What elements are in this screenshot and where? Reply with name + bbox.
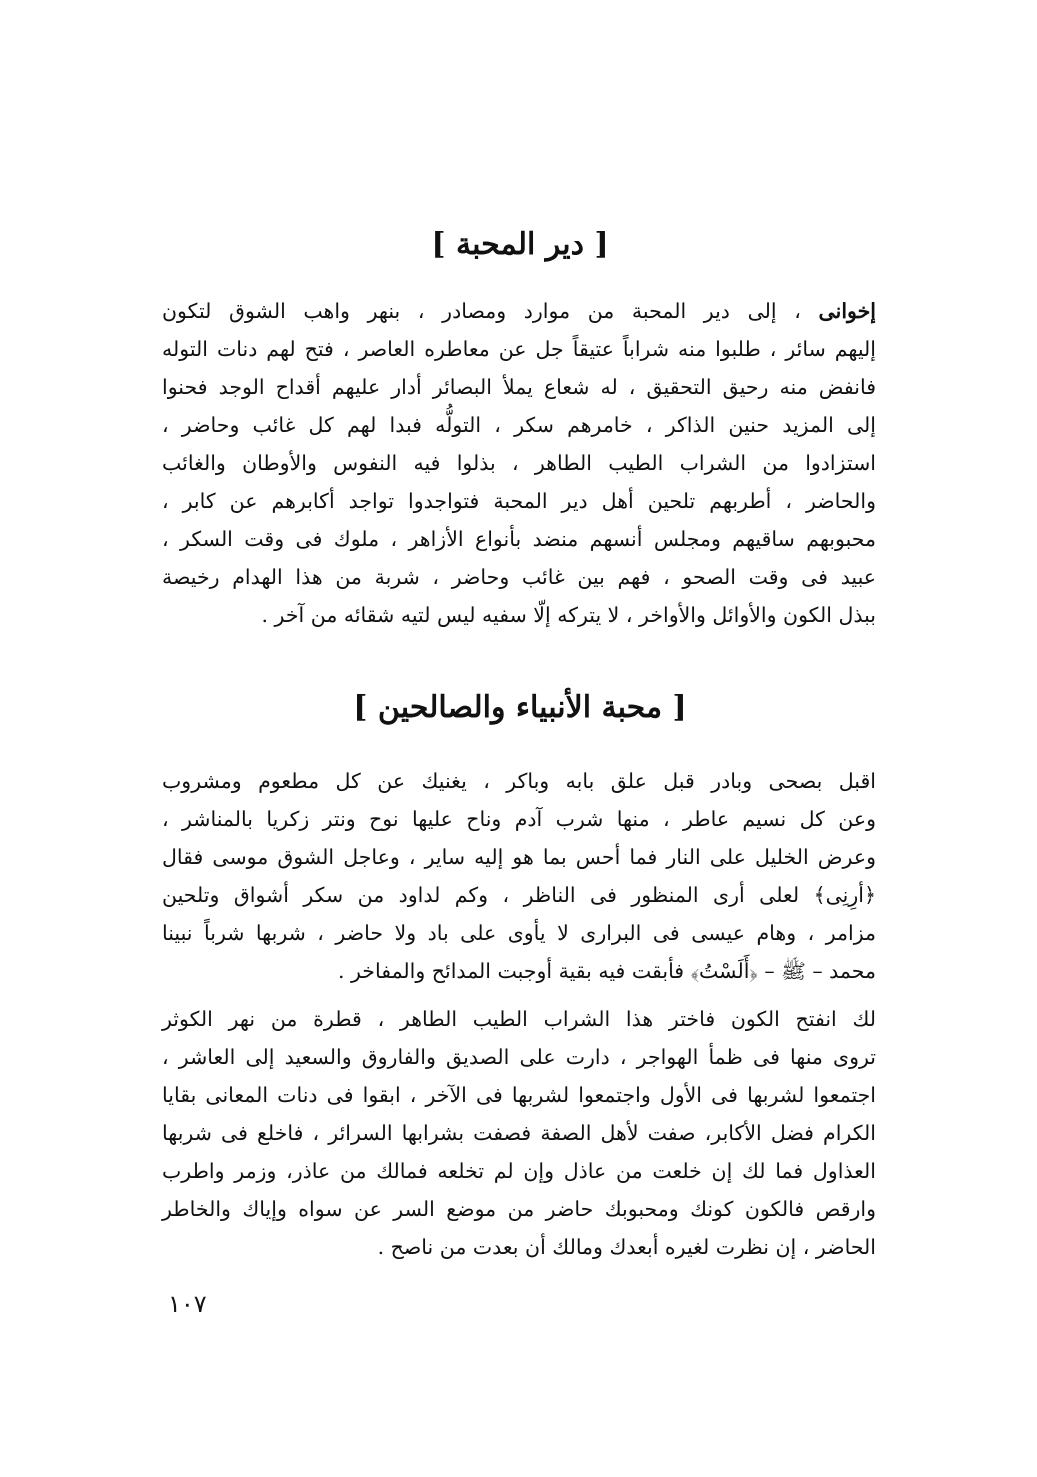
text-line: تروى منها فى ظمأ الهواجر ، دارت على الصديق والفاروق والسعيد إلى العاشر ،	[162, 1045, 876, 1069]
text-line: عبيد فى وقت الصحو ، فهم بين غائب وحاضر ، شربة من هذا الهدام رخيصة	[162, 565, 876, 589]
section1-paragraph	[162, 292, 876, 634]
text-line: إخوانى ، إلى دير المحبة من موارد ومصادر ، بنهر واهب الشوق لتكون	[162, 299, 876, 323]
text-line: الحاضر ، إن نظرت لغيره أبعدك ومالك أن بعدت من ناصح .	[377, 1235, 876, 1259]
text-line: لك انفتح الكون فاختر هذا الشراب الطيب الطاهر ، قطرة من نهر الكوثر	[162, 1007, 876, 1031]
text-line: والحاضر ، أطربهم تلحين أهل دير المحبة فتواجدوا تواجد أكابرهم عن كابر ،	[162, 489, 876, 513]
text-line: مزامر ، وهام عيسى فى البرارى لا يأوى على باد ولا حاضر ، شربها شرباً نبينا	[162, 921, 876, 945]
text-line: فانفض منه رحيق التحقيق ، له شعاع يملأ البصائر أدار عليهم أقداح الوجد فحنوا	[162, 375, 876, 399]
text-line: محمد – ﷺ – ﴿أَلَسْتُ﴾ فأبقت فيه بقية أوجبت المدائح والمفاخر .	[337, 959, 876, 983]
page-number: ١٠٧	[168, 1290, 207, 1318]
section2-paragraph-2	[162, 1000, 876, 1266]
text-line: إليهم سائر ، طلبوا منه شراباً عتيقاً جل عن معاطره العاصر ، فتح لهم دنات التوله	[162, 337, 876, 361]
text-line: العذاول فما لك إن خلعت من عاذل وإن لم تخلعه فمالك من عاذر، وزمر واطرب	[162, 1159, 876, 1183]
text-line: محبوبهم ساقيهم ومجلس أنسهم منضد بأنواع الأزاهر ، ملوك فى وقت السكر ،	[162, 527, 876, 551]
text-line: ببذل الكون والأوائل والأواخر ، لا يتركه إلّا سفيه ليس لتيه شقائه من آخر .	[261, 603, 876, 627]
lead-word: إخوانى	[818, 299, 876, 323]
section2-paragraph-1	[162, 762, 876, 990]
text-line: اجتمعوا لشربها فى الأول واجتمعوا لشربها فى الآخر ، ابقوا فى دنات المعانى بقايا	[162, 1083, 876, 1107]
text-line: اقبل بصحى وبادر قبل علق بابه وباكر ، يغنيك عن كل مطعوم ومشروب	[162, 769, 876, 793]
text-line: وعرض الخليل على النار فما أحس بما هو إليه ساير ، وعاجل الشوق موسى فقال	[162, 845, 876, 869]
section-title-prophets-love: [ محبة الأنبياء والصالحين ]	[353, 690, 687, 725]
text-line: استزادوا من الشراب الطيب الطاهر ، بذلوا فيه النفوس والأوطان والغائب	[162, 451, 876, 475]
text-line: وعن كل نسيم عاطر ، منها شرب آدم وناح عليها نوح ونتر زكريا بالمناشر ،	[162, 807, 876, 831]
section-title-dayr-al-mahabba: [ دير المحبة ]	[431, 227, 609, 262]
text-line: وارقص فالكون كونك ومحبوبك حاضر من موضع السر عن سواه وإياك والخاطر	[162, 1197, 876, 1221]
text-line: الكرام فضل الأكابر، صفت لأهل الصفة فصفت بشرابها السرائر ، فاخلع فى شربها	[162, 1121, 876, 1145]
text-line: إلى المزيد حنين الذاكر ، خامرهم سكر ، التولُّه فبدا لهم كل غائب وحاضر ،	[162, 413, 876, 437]
text-line: ﴿أرِنِى﴾ لعلى أرى المنظور فى الناظر ، وكم لداود من سكر أشواق وتلحين	[162, 883, 876, 907]
